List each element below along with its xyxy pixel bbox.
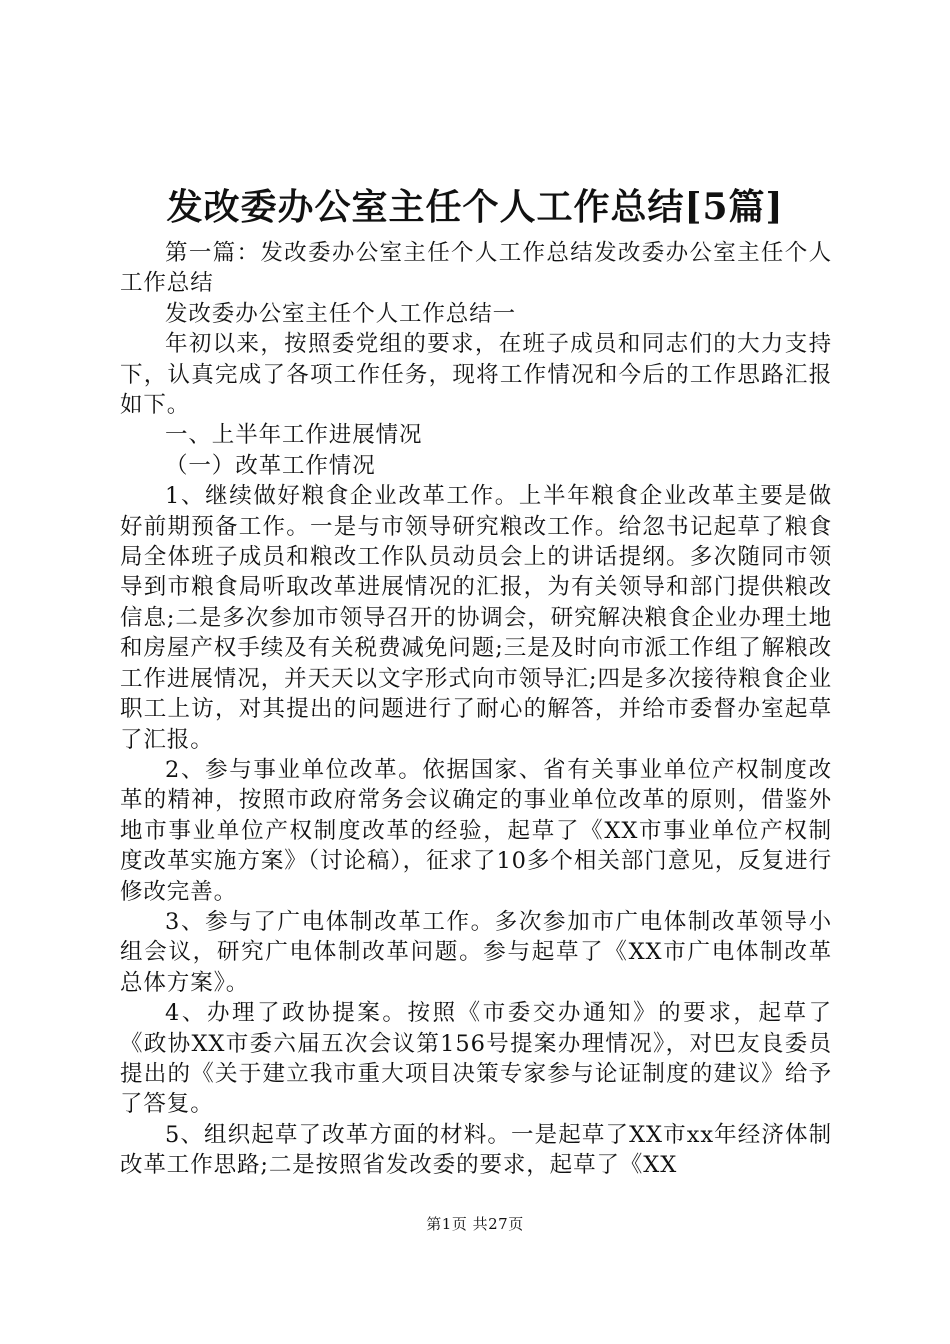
- paragraph: 3、参与了广电体制改革工作。多次参加市广电体制改革领导小组会议，研究广电体制改革问题。参与起草了《XX市广电体制改革总体方案》。: [120, 908, 832, 996]
- paragraph: 2、参与事业单位改革。依据国家、省有关事业单位产权制度改革的精神，按照市政府常务会议确定的事业单位改革的原则，借鉴外地市事业单位产权制度改革的经验，起草了《XX市事业单位产权制度改革实施方案》（讨论稿），征求了10多个相关部门意见，反复进行修改完善。: [120, 756, 832, 905]
- subsection-heading: （一）改革工作情况: [165, 452, 376, 479]
- document-title: 发改委办公室主任个人工作总结[5篇]: [166, 186, 784, 228]
- paragraph: 4、办理了政协提案。按照《市委交办通知》的要求，起草了《政协XX市委六届五次会议第156号提案办理情况》，对巴友良委员提出的《关于建立我市重大项目决策专家参与论证制度的建议》给予了答复。: [120, 1000, 832, 1118]
- document-body: [120, 238, 832, 1181]
- paragraph: 年初以来，按照委党组的要求，在班子成员和同志们的大力支持下，认真完成了各项工作任务，现将工作情况和今后的工作思路汇报如下。: [120, 331, 832, 419]
- paragraph: 5、组织起草了改革方面的材料。一是起草了XX市xx年经济体制改革工作思路;二是按照省发改委的要求，起草了《XX: [120, 1121, 832, 1179]
- page-number-footer: 第1页 共27页: [426, 1215, 524, 1233]
- paragraph: 第一篇：发改委办公室主任个人工作总结发改委办公室主任个人工作总结: [120, 240, 832, 297]
- paragraph: 1、继续做好粮食企业改革工作。上半年粮食企业改革主要是做好前期预备工作。一是与市领导研究粮改工作。给忽书记起草了粮食局全体班子成员和粮改工作队员动员会上的讲话提纲。多次随同市领导到市粮食局听取改革进展情况的汇报，为有关领导和部门提供粮改信息;二是多次参加市领导召开的协调会，研究解决粮食企业办理土地和房屋产权手续及有关税费减免问题;三是及时向市派工作组了解粮改工作进展情况，并天天以文字形式向市领导汇;四是多次接待粮食企业职工上访，对其提出的问题进行了耐心的解答，并给市委督办室起草了汇报。: [120, 483, 832, 753]
- paragraph: 发改委办公室主任个人工作总结一: [165, 300, 517, 327]
- section-heading: 一、上半年工作进展情况: [165, 422, 423, 449]
